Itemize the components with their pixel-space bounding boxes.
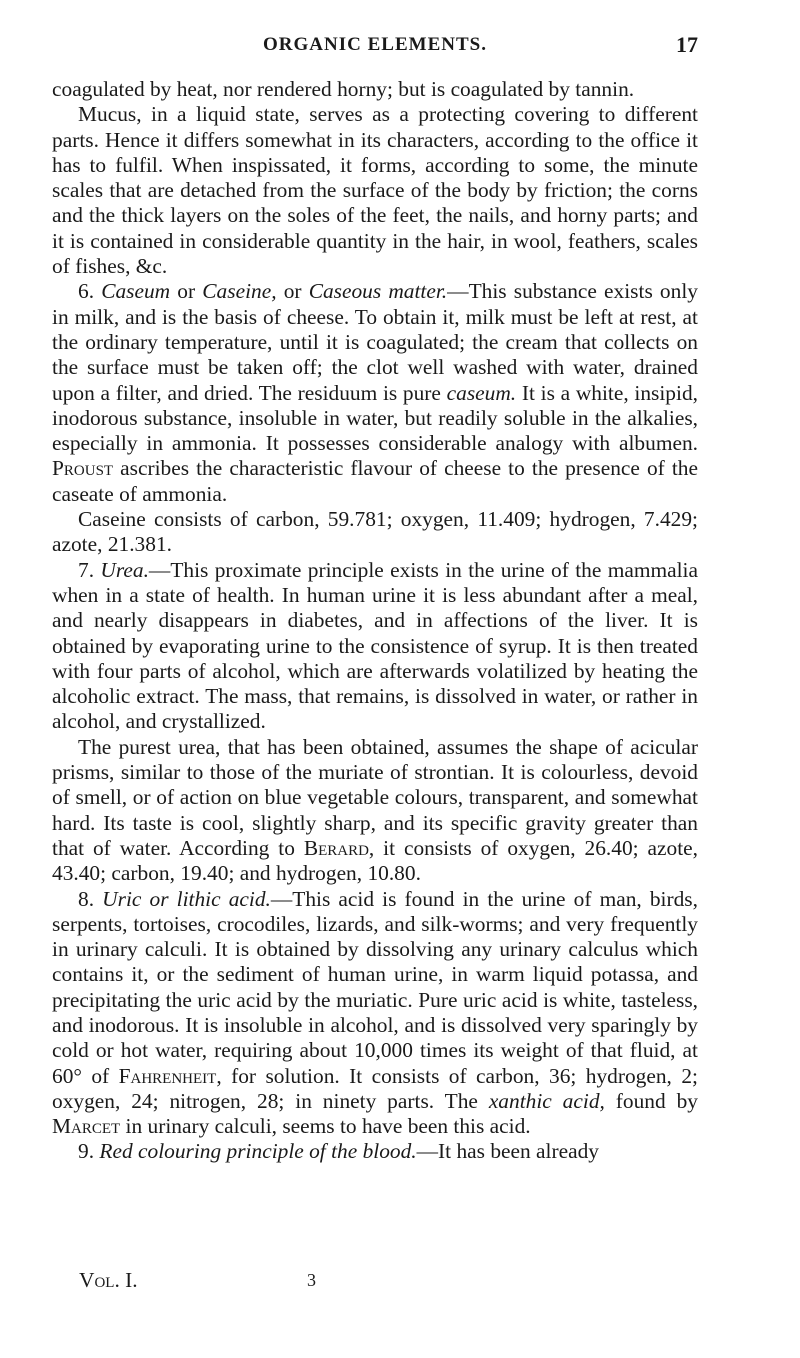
section-number: 8. (78, 886, 95, 911)
section-title: Urea. (100, 557, 149, 582)
section-number: 7. (78, 557, 95, 582)
page-header (52, 30, 698, 60)
section-title: Caseine, (202, 279, 277, 304)
person-name: Berard, (303, 835, 375, 860)
paragraph-caseum: 6. Caseum or Caseine, or Caseous matter.—This substance exists only in milk, and is the basis of cheese. To obtain it, milk must be left at rest, at the ordinary temperature, until it is coagulated; the cream that collects on the surface must be taken off; the clot well washed with water, drained upon a filter, and dried. The residuum is pure caseum. It is a white, insipid, inodorous substance, insoluble in water, but readily soluble in the alkalies, especially in ammonia. It possesses considerable analogy with albumen. Proust ascribes the characteristic flavour of cheese to the presence of the caseate of ammonia. (52, 279, 698, 506)
volume-label: Vol. I. (79, 1268, 138, 1292)
italic-term: caseum. (446, 380, 517, 405)
section-title: Caseum (101, 279, 171, 304)
page-footer (79, 1268, 379, 1293)
page-number: 17 (676, 32, 698, 57)
section-title: Red colouring principle of the blood. (99, 1139, 417, 1164)
section-number: 6. (78, 279, 95, 304)
paragraph-caseine-composition: Caseine consists of carbon, 59.781; oxygen, 11.409; hydrogen, 7.429; azote, 21.381. (52, 507, 698, 557)
body-text (52, 77, 698, 1165)
paragraph-tannin: coagulated by heat, nor rendered horny; but is coagulated by tannin. (52, 77, 635, 101)
italic-term: xanthic acid, (488, 1088, 605, 1113)
person-name: Proust (52, 456, 114, 481)
person-name: Marcet (52, 1114, 121, 1139)
section-title: Uric or lithic acid. (102, 886, 271, 911)
paragraph-red-colouring: 9. Red colouring principle of the blood.—It has been already (78, 1139, 599, 1164)
person-name: Fahrenheit, (118, 1063, 222, 1088)
paragraph-mucus: Mucus, in a liquid state, serves as a protecting covering to different parts. Hence it differs somewhat in its characters, according to the office it has to fulfil. When inspissated, it forms, according to some, the minute scales that are detached from the surface of the body by friction; the corns and the thick layers on the soles of the feet, the nails, and horny parts; and it is contained in considerable quantity in the hair, in wool, feathers, scales of fishes, &c. (52, 102, 698, 279)
section-number: 9. (78, 1139, 95, 1164)
paragraph-urea: 7. Urea.—This proximate principle exists in the urine of the mammalia when in a state of health. In human urine it is less abundant after a meal, and nearly disappears in diabetes, and in affections of the liver. It is obtained by evaporating urine to the consistence of syrup. It is then treated with four parts of alcohol, which are afterwards volatilized by heating the alcoholic extract. The mass, that remains, is dissolved in water, or rather in alcohol, and crystallized. (52, 557, 698, 734)
paragraph-purest-urea: The purest urea, that has been obtained, assumes the shape of acicular prisms, similar to those of the muriate of strontian. It is colourless, devoid of smell, or of action on blue vegetable colours, transparent, and somewhat hard. Its taste is cool, slightly sharp, and its specific gravity greater than that of water. According to Berard, it consists of oxygen, 26.40; azote, 43.40; carbon, 19.40; and hydrogen, 10.80. (52, 734, 698, 886)
paragraph-uric-acid: 8. Uric or lithic acid.—This acid is found in the urine of man, birds, serpents, tortoises, crocodiles, lizards, and silk-worms; and very frequently in urinary calculi. It is obtained by dissolving any urinary calculus which contains it, or the sediment of human urine, in warm liquid potassa, and precipitating the uric acid by the muriatic. Pure uric acid is white, tasteless, and inodorous. It is insoluble in alcohol, and is dissolved very sparingly by cold or hot water, requiring about 10,000 times its weight of that fluid, at 60° of Fahrenheit, for solution. It consists of carbon, 36; hydrogen, 2; oxygen, 24; nitrogen, 28; in ninety parts. The xanthic acid, found by Marcet in urinary calculi, seems to have been this acid. (52, 886, 698, 1139)
signature-mark: 3 (307, 1270, 316, 1290)
section-title: Caseous matter. (308, 279, 448, 304)
running-title: ORGANIC ELEMENTS. (263, 34, 487, 55)
